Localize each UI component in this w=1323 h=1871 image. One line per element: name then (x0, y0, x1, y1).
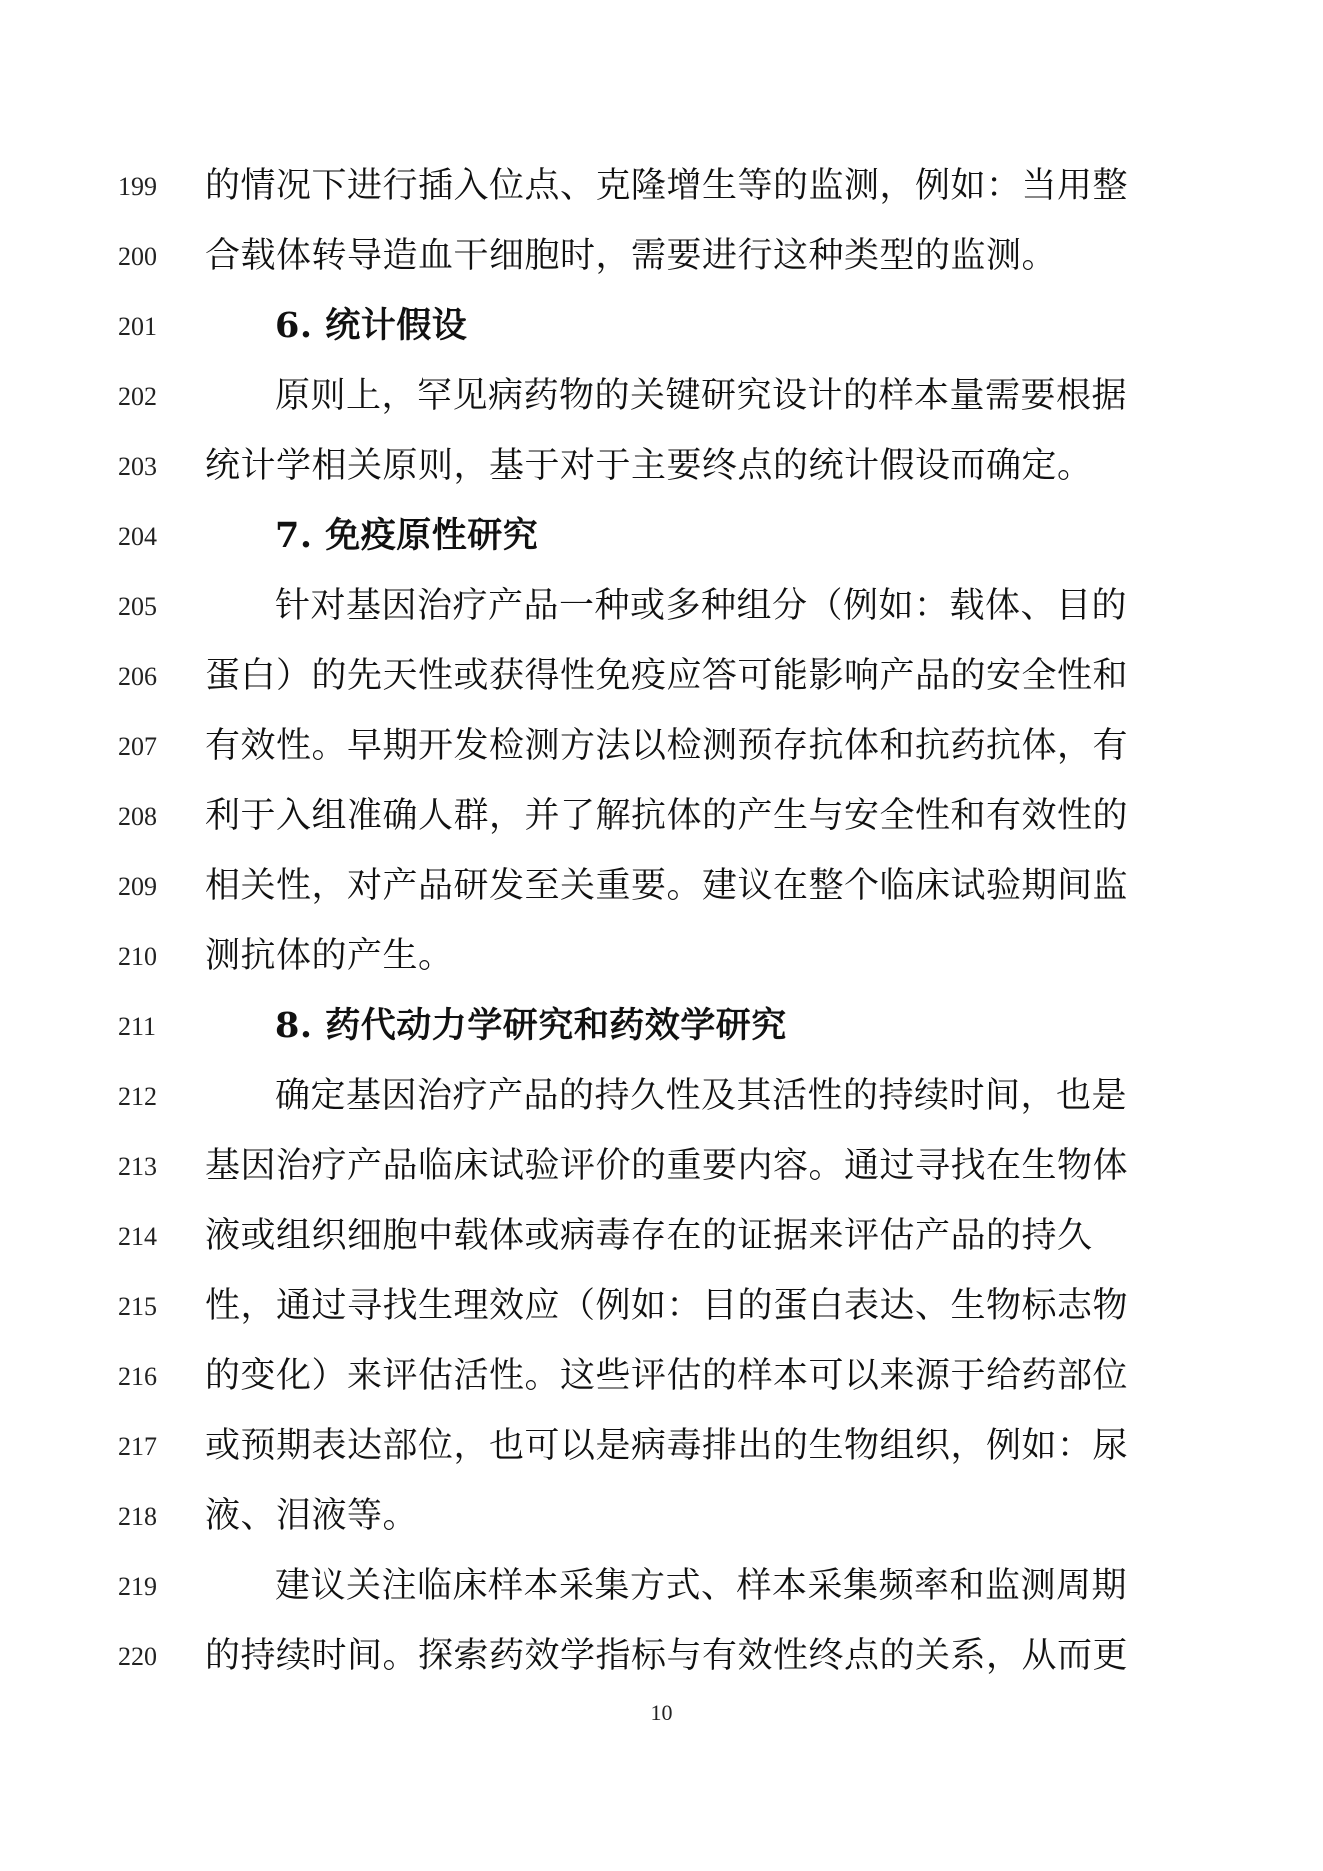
text-line (0, 1277, 1323, 1347)
body-text: 液、泪液等。 (205, 1496, 419, 1536)
line-number: 199 (118, 172, 157, 201)
line-number: 207 (118, 732, 157, 761)
body-text: 确定基因治疗产品的持久性及其活性的持续时间，也是 (275, 1076, 1128, 1116)
body-text: 测抗体的产生。 (205, 936, 454, 976)
body-text: 或预期表达部位，也可以是病毒排出的生物组织，例如：尿 (205, 1426, 1129, 1466)
line-number: 215 (118, 1292, 157, 1321)
line-number: 209 (118, 872, 157, 901)
text-line (0, 157, 1323, 227)
text-line (0, 577, 1323, 647)
line-number: 212 (118, 1082, 157, 1111)
text-line (0, 367, 1323, 437)
text-line (0, 1207, 1323, 1277)
body-text: 统计学相关原则，基于对于主要终点的统计假设而确定。 (205, 446, 1093, 486)
text-line (0, 1417, 1323, 1487)
line-number: 211 (118, 1012, 157, 1041)
body-text: 液或组织细胞中载体或病毒存在的证据来评估产品的持久 (205, 1216, 1093, 1256)
line-number: 203 (118, 452, 157, 481)
text-line (0, 647, 1323, 717)
line-number: 208 (118, 802, 157, 831)
line-number: 206 (118, 662, 157, 691)
section-heading-line (0, 997, 1323, 1067)
section-heading: 8. 药代动力学研究和药效学研究 (275, 1005, 787, 1046)
page-number: 10 (650, 1700, 673, 1725)
section-heading: 7. 免疫原性研究 (275, 515, 539, 556)
body-text: 利于入组准确人群，并了解抗体的产生与安全性和有效性的 (205, 796, 1129, 836)
body-text: 针对基因治疗产品一种或多种组分（例如：载体、目的 (275, 586, 1128, 626)
text-line (0, 1487, 1323, 1557)
body-text: 蛋白）的先天性或获得性免疫应答可能影响产品的安全性和 (205, 656, 1129, 696)
text-line (0, 787, 1323, 857)
body-text: 合载体转导造血干细胞时，需要进行这种类型的监测。 (205, 236, 1058, 276)
line-number: 217 (118, 1432, 157, 1461)
line-number: 201 (118, 312, 157, 341)
text-line (0, 437, 1323, 507)
body-text: 建议关注临床样本采集方式、样本采集频率和监测周期 (275, 1566, 1128, 1606)
text-line (0, 1627, 1323, 1697)
line-number: 219 (118, 1572, 157, 1601)
body-text: 性，通过寻找生理效应（例如：目的蛋白表达、生物标志物 (205, 1286, 1129, 1326)
body-text: 基因治疗产品临床试验评价的重要内容。通过寻找在生物体 (205, 1146, 1129, 1186)
body-text: 相关性，对产品研发至关重要。建议在整个临床试验期间监 (205, 866, 1129, 906)
body-text: 的情况下进行插入位点、克隆增生等的监测，例如：当用整 (205, 166, 1129, 206)
body-text: 的变化）来评估活性。这些评估的样本可以来源于给药部位 (205, 1356, 1129, 1396)
text-line (0, 717, 1323, 787)
line-number: 205 (118, 592, 157, 621)
text-line (0, 1347, 1323, 1417)
line-number: 214 (118, 1222, 157, 1251)
body-text: 有效性。早期开发检测方法以检测预存抗体和抗药抗体，有 (205, 726, 1129, 766)
line-number: 204 (118, 522, 157, 551)
line-number: 220 (118, 1642, 157, 1671)
text-line (0, 227, 1323, 297)
text-line (0, 1557, 1323, 1627)
body-text: 的持续时间。探索药效学指标与有效性终点的关系，从而更 (205, 1636, 1129, 1676)
section-heading-line (0, 507, 1323, 577)
section-heading-line (0, 297, 1323, 367)
line-number: 216 (118, 1362, 157, 1391)
text-line (0, 1067, 1323, 1137)
text-line (0, 927, 1323, 997)
line-number: 213 (118, 1152, 157, 1181)
body-text: 原则上，罕见病药物的关键研究设计的样本量需要根据 (275, 376, 1128, 416)
line-number: 210 (118, 942, 157, 971)
text-line (0, 857, 1323, 927)
line-number: 202 (118, 382, 157, 411)
section-heading: 6. 统计假设 (275, 305, 468, 346)
text-line (0, 1137, 1323, 1207)
line-number: 218 (118, 1502, 157, 1531)
line-number: 200 (118, 242, 157, 271)
